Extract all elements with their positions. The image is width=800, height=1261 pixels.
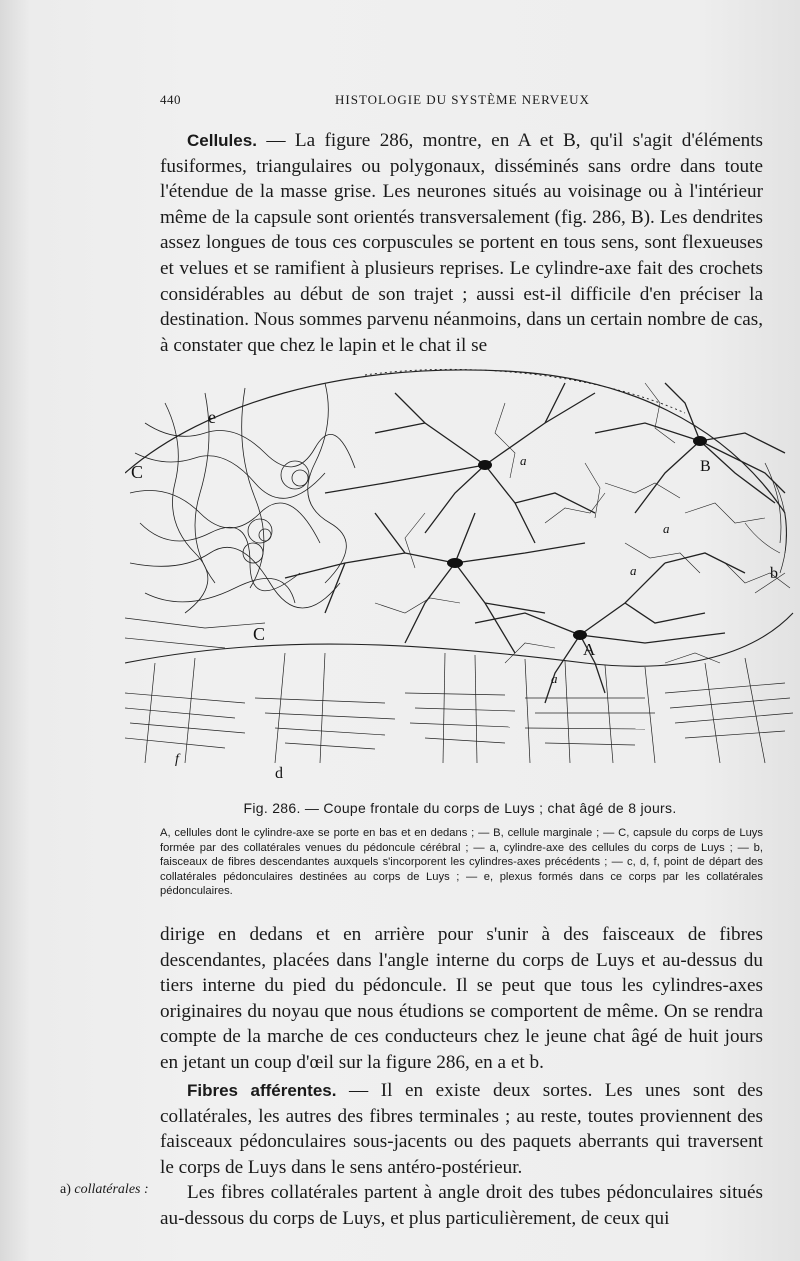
paragraph-cellules <box>160 128 763 358</box>
margin-note <box>60 1178 155 1202</box>
figure-label-f: f <box>175 752 179 767</box>
figure-label-a-3: a <box>630 563 637 578</box>
paragraph-text: Les fibres collatérales partent à angle droit des tubes pédonculaires situés au-dessous du corps de Luys, et plus particulièrement, de ceux qui <box>160 1182 763 1229</box>
figure-label-a-1: a <box>520 453 527 468</box>
paragraph-continuation <box>160 922 763 1076</box>
page-number: 440 <box>160 92 181 107</box>
paragraph-fibres-afferentes <box>160 1078 763 1232</box>
figure-caption-title: Fig. 286. — Coupe frontale du corps de Luys ; chat âgé de 8 jours. <box>243 800 677 816</box>
paragraph-text: — Il en existe deux sortes. Les unes sont des collatérales, les autres des fibres terminales ; au reste, toutes proviennent des faisceaux pédonculaires sous-jacents ou des paquets aberrants qui traversent le corps de Luys dans le sens antéro-postérieur. <box>160 1080 763 1178</box>
figure-label-d: d <box>275 765 283 782</box>
figure-label-A: A <box>583 640 596 659</box>
figure-label-a-4: a <box>551 671 558 686</box>
figure-label-b-upper: B <box>700 458 711 475</box>
figure-label-a-2: a <box>663 521 670 536</box>
figure-caption-legend: A, cellules dont le cylindre-axe se porte en bas et en dedans ; — B, cellule marginale ; — C, capsule du corps de Luys formée par des collatérales venues du pédoncule cérébral ; — a, cylindre-axe des cellules du corps de Luys ; — b, faisceaux de fibres descendantes auxquels s'incorporent les cylindres-axes précédents ; — c, d, f, point de départ des collatérales pédonculaires destinées au corps de Luys ; — e, plexus formés dans ce corps par les collatérales pédonculaires. <box>160 827 763 898</box>
figure-label-b-lower: b <box>770 565 778 582</box>
paragraph-text: dirige en dedans et en arrière pour s'unir à des faisceaux de fibres descendantes, placées dans l'angle interne du corps de Luys et au-dessus du tiers interne du pied du pédoncule. Il se peut que tous les cylindres-axes originaires du noyau que nous étudions se comportent de même. On se rendra compte de la marche de ces conducteurs chez le jeune chat âgé de huit jours en jetant un coup d'œil sur la figure 286, en a et b. <box>160 924 763 1073</box>
figure-label-e: e <box>208 407 216 427</box>
margin-note-marker: a) <box>60 1182 71 1197</box>
margin-note-text: collatérales : <box>74 1182 149 1197</box>
running-title: HISTOLOGIE DU SYSTÈME NERVEUX <box>335 92 590 107</box>
figure-label-c-mid: C <box>253 624 266 644</box>
section-heading-fibres-afferentes: Fibres afférentes. <box>187 1081 337 1100</box>
figure-286 <box>125 363 795 783</box>
figure-label-c-left: C <box>131 462 144 482</box>
histology-drawing <box>125 363 795 783</box>
paragraph-text: — La figure 286, montre, en A et B, qu'il s'agit d'éléments fusiformes, triangulaires ou polygonaux, disséminés sans ordre dans toute l'étendue de la masse grise. Les neurones situés au voisinage ou à l'intérieur même de la capsule sont orientés transversalement (fig. 286, B). Les dendrites assez longues de tous ces corpuscules se portent en tous sens, sont flexueuses et velues et se ramifient à plusieurs reprises. Le cylindre-axe fait des crochets considérables au début de son trajet ; aussi est-il difficile d'en préciser la destination. Nous sommes parvenu néanmoins, dans un certain nombre de cas, à constater que chez le lapin et le chat il se <box>160 130 763 356</box>
section-heading-cellules: Cellules. <box>187 131 257 150</box>
